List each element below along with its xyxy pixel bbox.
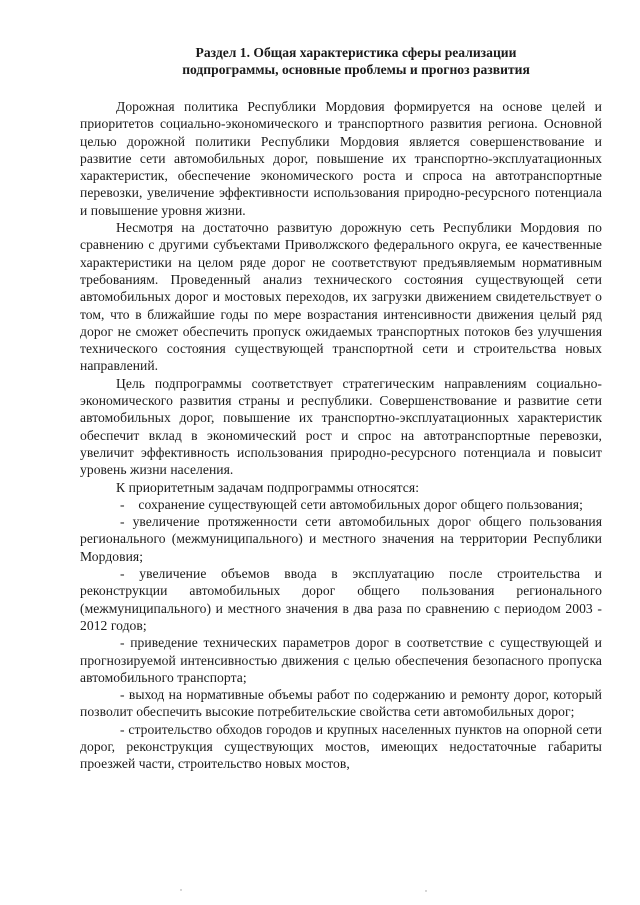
list-item: - увеличение объемов ввода в эксплуатацию после строительства и реконструкции автомобильных дорог общего пользования регионального (межмуниципального) и местного значения в два раза по сравнению с периодом 2003 - 2012 годов; [80,566,602,633]
section-heading-line-2: подпрограммы, основные проблемы и прогноз развития [182,62,530,77]
paragraph-road-policy: Дорожная политика Республики Мордовия формируется на основе целей и приоритетов социально-экономического и транспортного развития региона. Основной целью дорожной политики Республики Мордовия является совершенствование и развитие сети автомобильных дорог, повышение их транспортно-эксплуатационных характеристик, обеспечение экономического роста и спроса на автотранспортные перевозки, увеличение эффективности использования природно-ресурсного потенциала и повышение уровня жизни. [80,99,602,218]
list-item: - увеличение протяженности сети автомобильных дорог общего пользования регионального (межмуниципального) и местного значения на территории Республики Мордовия; [80,514,602,564]
section-heading [80,44,602,78]
priority-tasks-list [80,496,602,773]
list-item: - приведение технических параметров дорог в соответствие с существующей и прогнозируемой интенсивностью движения с целью обеспечения безопасного пропуска автомобильного транспорта; [80,635,602,685]
list-item: - строительство обходов городов и крупных населенных пунктов на опорной сети дорог, реконструкция существующих мостов, имеющих недостаточные габариты проезжей части, строительство новых мостов, [80,721,602,772]
document-page [80,44,602,773]
paragraph-road-network-state: Несмотря на достаточно развитую дорожную сеть Республики Мордовия по сравнению с другими субъектами Приволжского федерального округа, ее качественные характеристики на целом ряде дорог не соответствуют предъявляемым нормативным требованиям. Проведенный анализ технического состояния существующей сети автомобильных дорог и мостовых переходов, их загрузки движением свидетельствует о том, что в ближайшие годы по мере возрастания интенсивности движения целый ряд дорог не сможет обеспечить пропуск ожидаемых транспортных потоков без улучшения технического состояния существующей транспортной сети и строительства новых направлений. [80,220,602,374]
section-heading-line-1: Раздел 1. Общая характеристика сферы реализации [195,45,517,60]
list-item: - сохранение существующей сети автомобильных дорог общего пользования; [120,496,583,512]
list-item: - выход на нормативные объемы работ по содержанию и ремонту дорог, который позволит обеспечить высокие потребительские свойства сети автомобильных дорог; [80,687,602,720]
paragraph-priority-tasks-intro: К приоритетным задачам подпрограммы относятся: [116,479,420,495]
paragraph-subprogram-goal: Цель подпрограммы соответствует стратегическим направлениям социально-экономического развития страны и республики. Совершенствование и развитие сети автомобильных дорог, повышение их транспортно-эксплуатационных характеристик обеспечит вклад в экономический рост и спрос на автотранспортные перевозки, увеличит эффективность использования природно-ресурсного потенциала и повысит уровень жизни населения. [80,375,602,478]
body-text [80,98,602,496]
